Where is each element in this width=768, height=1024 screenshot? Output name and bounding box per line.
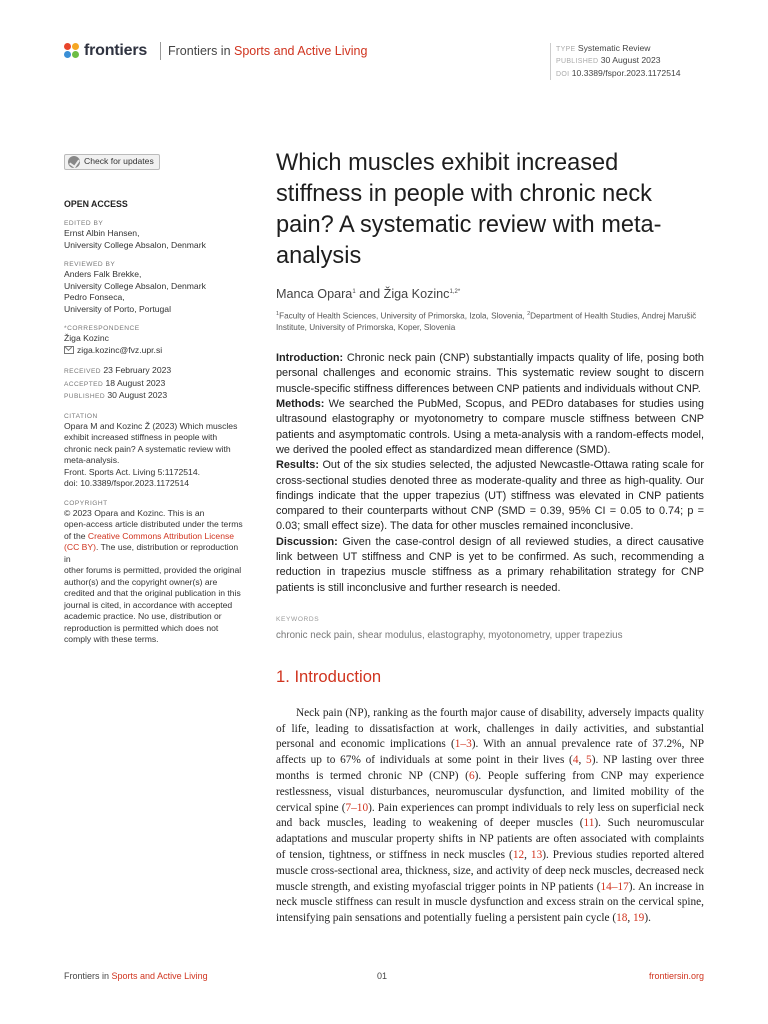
article-meta [550,43,681,80]
abstract-text: Chronic neck pain (CNP) substantially impacts quality of life, posing both personal challenges and economic strains. This systematic review sought to discern muscle-specific stiffness differences between CNP patients and individuals without CNP. [276,352,704,395]
affiliation-marker: 1 [276,311,280,317]
abstract-heading: Discussion: [276,535,338,548]
copyright-line: other forums is permitted, provided the original [64,565,242,575]
reviewer-1-name: Anders Falk Brekke, [64,269,142,279]
footer-journal-prefix: Frontiers in [64,971,110,981]
citation-ref[interactable]: 12 [512,849,525,862]
copyright-line: open-access article distributed under the terms [64,519,243,529]
header-divider [160,42,161,60]
journal-name[interactable] [168,44,367,58]
citation-ref[interactable]: 7–10 [345,801,369,814]
abstract-paragraph [276,397,704,458]
check-updates-label: Check for updates [84,156,154,167]
citation-ref[interactable]: 5 [586,754,592,767]
frontiers-logo[interactable] [64,41,147,61]
section-heading: 1. Introduction [276,666,382,686]
intro-text: ). [644,912,651,925]
intro-text: , [627,912,634,925]
abstract-text: Given the case-control design of all reviewed studies, a direct causative link between UT stiffness and CNP is yet to be confirmed. As such, recommending a reduction in trapezius muscle stiffness as a primary rehabilitation strategy for CNP patients is still inconclusive and further research is needed. [276,535,704,594]
keywords-label: KEYWORDS [276,615,320,623]
footer-journal[interactable] [64,971,208,981]
author-affiliation-marker: 1 [352,288,356,295]
abstract-text: We searched the PubMed, Scopus, and PEDro databases for studies using ultrasound elastography or myotonometry to compare muscle stiffness between CNP patients and asymptomatic controls. Using a meta-analysis with a random-effects model, we derived the pooled effect as standardized mean difference (SMD). [276,398,704,456]
journal-title: Sports and Active Living [234,44,368,58]
intro-text: ). People suffering from CNP may experience restlessness, visual disturbances, neuromuscular dysfunction, and limited mobility of the cervical spine ( [276,770,704,814]
citation-line: Front. Sports Act. Living 5:1172514. [64,466,200,477]
abstract-paragraph [276,458,704,534]
affiliation-1: Faculty of Health Sciences, University of Primorska, Izola, Slovenia, [279,311,525,321]
received-label: RECEIVED [64,368,101,375]
copyright-line [64,542,244,565]
copyright-label: COPYRIGHT [64,499,108,507]
copyright-text: . The use, distribution or reproduction in [64,542,239,564]
correspondence-email-row[interactable] [64,345,244,357]
intro-text: ). With an annual prevalence rate of 37.2%, NP affects up to 67% of individuals at some point in their lives ( [276,738,705,767]
mail-icon [64,346,74,354]
citation-ref[interactable]: 4 [572,754,579,767]
citation-ref[interactable]: 19 [633,912,645,925]
intro-text: ). NP lasting over three months is termed chronic NP (CNP) ( [276,754,704,783]
received-value: 23 February 2023 [103,365,172,375]
intro-paragraph [276,706,704,927]
citation-ref[interactable]: 14–17 [600,880,629,893]
author-name[interactable]: Žiga Kozinc [383,287,450,301]
correspondence-email[interactable]: ziga.kozinc@fvz.upr.si [77,344,163,355]
author-affiliation-marker: 1,2* [449,288,461,295]
doi-label: DOI [556,70,570,78]
intro-text: ). Such neuromuscular adaptations and muscular property shifts in NP patients are often associated with complaints of tension, tightness, or stiffness in neck muscles ( [276,817,704,862]
copyright-line: academic practice. No use, distribution or [64,611,222,621]
intro-text: ). Pain experiences can prompt individuals to rely less on superficial neck and back muscles, leading to weakening of deeper muscles ( [276,801,704,830]
citation-line: exhibit increased stiffness in people with [64,432,218,442]
site-link[interactable]: frontiersin.org [648,971,704,981]
check-for-updates-button[interactable] [64,154,160,170]
author-name[interactable]: Manca Opara [276,287,353,301]
citation-ref[interactable]: 13 [530,849,543,862]
citation-ref[interactable]: 11 [583,817,595,830]
abstract-heading: Introduction: [276,352,344,365]
intro-text: ). An increase in neck muscle stiffness can result in muscle dysfunction and excess strain on the cervical spine, intensifying pain sensations and potentially fueling a persistent pain cycle ( [276,880,705,925]
intro-text: , [578,754,587,767]
abstract [276,351,704,596]
doi-link[interactable]: 10.3389/fspor.2023.1172514 [571,67,681,78]
citation-doi[interactable]: doi: 10.3389/fspor.2023.1172514 [64,478,190,488]
copyright-line: © 2023 Opara and Kozinc. This is an [64,507,205,518]
copyright-line: comply with these terms. [64,634,159,644]
page-number: 01 [377,971,388,981]
author-list [276,287,704,301]
reviewer-1-affiliation: University College Absalon, Denmark [64,280,206,291]
abstract-heading: Methods: [276,398,325,411]
abstract-paragraph [276,351,704,397]
citation-ref[interactable]: 1–3 [454,738,472,751]
published-value: 30 August 2023 [600,55,661,66]
frontiers-logo-icon [64,43,80,59]
type-value: Systematic Review [577,43,651,53]
copyright-line: credited and that the original publication in this [64,588,241,598]
article-sidebar [64,154,244,646]
reviewed-by-label: REVIEWED BY [64,261,116,268]
article-main [276,148,704,927]
license-link[interactable]: Creative Commons Attribution License [87,530,235,541]
dates-block [64,365,244,403]
accepted-label: ACCEPTED [64,380,104,388]
copyright-line: journal is cited, in accordance with accepted [64,599,233,610]
copyright-text: of the [64,530,88,541]
sidebar-published-value: 30 August 2023 [107,390,168,400]
footer-journal-name: Sports and Active Living [111,971,208,981]
type-label: TYPE [556,46,576,53]
reviewer-2-affiliation: University of Porto, Portugal [64,303,171,314]
intro-text: Neck pain (NP), ranking as the fourth major cause of disability, adversely impacts quality of life, leading to dissatisfaction at work, challenges in daily activities, and substantial personal and economic implications ( [276,706,704,751]
abstract-heading: Results: [276,459,319,472]
logo-text: frontiers [84,42,148,59]
citation-line: meta-analysis. [64,455,120,465]
edited-by-label: EDITED BY [64,220,104,227]
correspondence-name: Žiga Kozinc [64,333,109,343]
editor-affiliation: University College Absalon, Denmark [64,239,206,250]
citation-ref[interactable]: 6 [468,770,475,783]
published-label: PUBLISHED [556,58,599,66]
sidebar-published-label: PUBLISHED [64,393,105,400]
correspondence-label: *CORRESPONDENCE [64,325,140,332]
abstract-text: Out of the six studies selected, the adjusted Newcastle-Ottawa rating scale for cross-sectional studies denoted three as moderate-quality and three as high-quality. Our findings indicate that the upper trapezius (UT) stiffness was elevated in CNP patients compared to their counterparts without CNP (SMD = 0.39, 95% CI = 0.05 to 0.74; p = 0.03; small effect size). The data for other muscles remained inconclusive. [276,459,704,533]
citation-line: chronic neck pain? A systematic review with [64,443,231,454]
citation-label: CITATION [64,412,98,420]
intro-text: , [524,849,531,862]
keywords: chronic neck pain, shear modulus, elastography, myotonometry, upper trapezius [276,629,623,641]
intro-text: ). Previous studies reported altered muscle cross-sectional area, thickness, size, and activity of deep neck muscles, decreased neck muscle strength, and existing myofascial trigger points in NP patients ( [276,849,704,893]
article-title: Which muscles exhibit increased stiffness in people with chronic neck pain? A systematic review with meta-analysis [276,150,662,269]
abstract-paragraph [276,535,704,596]
copyright-line [64,531,244,543]
affiliation-2: Department of Health Studies, Andrej Marušič Institute, University of Primorska, Koper, Slovenia [276,311,697,332]
affiliation-marker: 2 [527,311,531,317]
open-access-label: OPEN ACCESS [64,198,128,209]
page-header [64,38,704,78]
editor-name: Ernst Albin Hansen, [64,228,140,238]
affiliations [276,309,704,333]
journal-prefix: Frontiers in [168,44,231,58]
author-conjunction: and [359,287,381,301]
citation-ref[interactable]: 18 [616,912,628,925]
reviewer-2-name: Pedro Fonseca, [64,292,125,302]
accepted-value: 18 August 2023 [105,377,166,388]
cc-by-link[interactable]: (CC BY) [64,542,96,552]
copyright-line: author(s) and the copyright owner(s) are [64,576,218,587]
citation-line: Opara M and Kozinc Ž (2023) Which muscles [64,420,238,431]
copyright-line: reproduction is permitted which does not [64,622,219,633]
check-icon [68,156,80,168]
